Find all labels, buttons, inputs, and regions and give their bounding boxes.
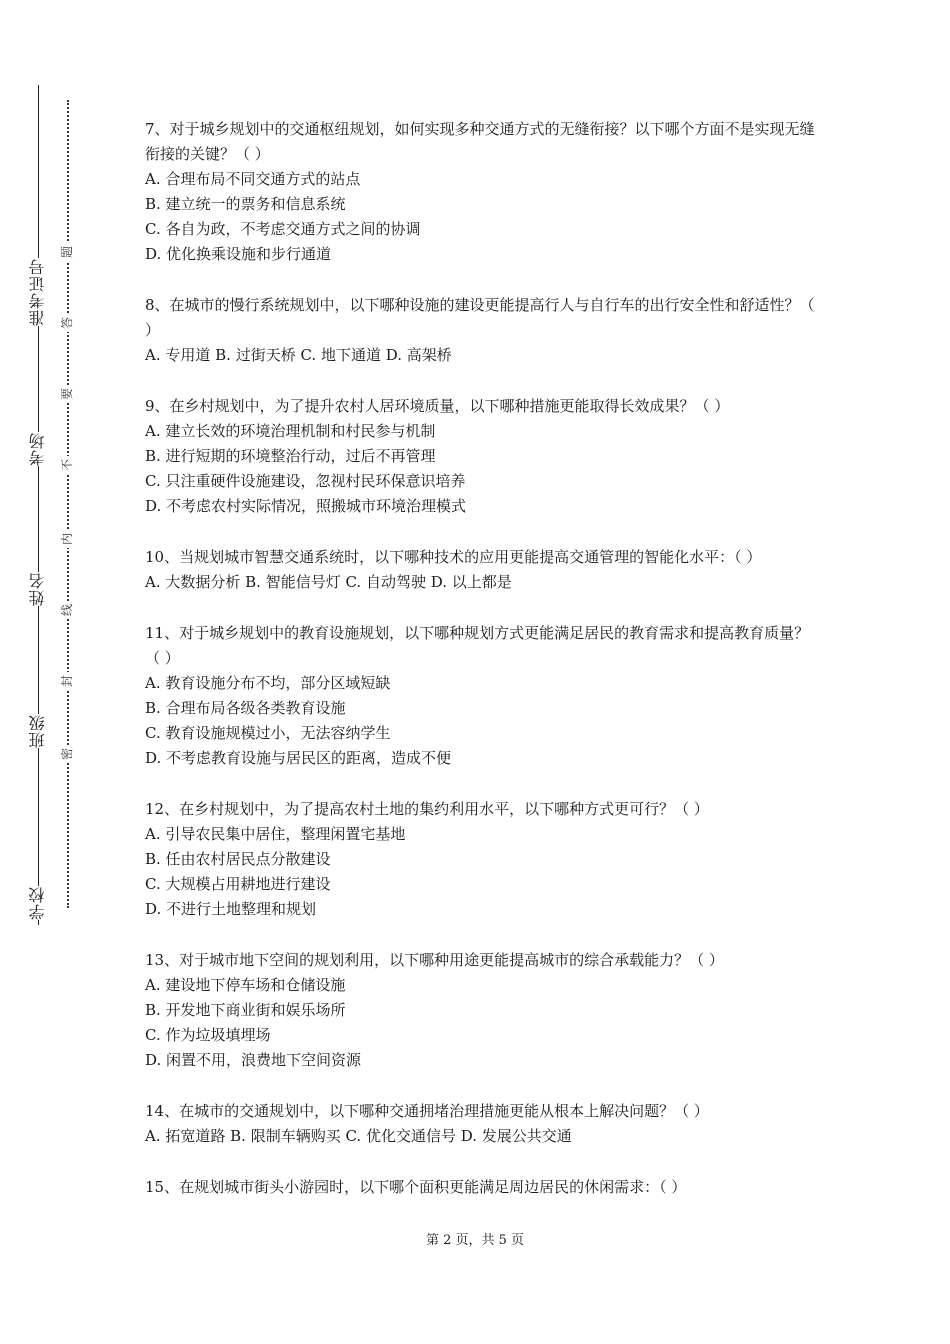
question-13 (145, 948, 817, 1073)
seal-dotted-line (67, 100, 69, 908)
question-10 (145, 545, 817, 595)
question-8 (145, 293, 817, 368)
question-text: 8、在城市的慢行系统规划中，以下哪种设施的建设更能提高行人与自行车的出行安全性和舒适性？（ ） (145, 296, 815, 339)
option-b: B. 进行短期的环境整治行动，过后不再管理 (145, 447, 436, 465)
option-a: A. 教育设施分布不均，部分区域短缺 (145, 674, 391, 692)
question-9 (145, 394, 817, 519)
option-a: A. 合理布局不同交通方式的站点 (145, 170, 361, 188)
option-c: C. 教育设施规模过小，无法容纳学生 (145, 724, 391, 742)
field-exam-number: 准考证号 (24, 258, 52, 326)
question-14 (145, 1099, 817, 1149)
page-number: 第 2 页，共 5 页 (425, 1233, 525, 1248)
option-d: D. 优化换乘设施和步行通道 (145, 245, 332, 263)
question-text: 11、对于城乡规划中的教育设施规划，以下哪种规划方式更能满足居民的教育需求和提高教育质量？（ ） (145, 624, 810, 667)
options-inline: A. 专用道 B. 过街天桥 C. 地下通道 D. 高架桥 (145, 346, 452, 364)
option-a: A. 建设地下停车场和仓储设施 (145, 976, 346, 994)
option-d: D. 不考虑教育设施与居民区的距离，造成不便 (145, 749, 452, 767)
question-text: 13、对于城市地下空间的规划利用，以下哪种用途更能提高城市的综合承载能力？（ ） (145, 951, 724, 969)
question-11 (145, 621, 817, 771)
option-d: D. 不进行土地整理和规划 (145, 900, 317, 918)
option-a: A. 建立长效的环境治理机制和村民参与机制 (145, 422, 436, 440)
option-b: B. 合理布局各级各类教育设施 (145, 699, 346, 717)
option-b: B. 任由农村居民点分散建设 (145, 850, 331, 868)
question-text: 7、对于城乡规划中的交通枢纽规划，如何实现多种交通方式的无缝衔接？以下哪个方面不是实现无缝衔接的关键？（ ） (145, 120, 815, 163)
options-inline: A. 大数据分析 B. 智能信号灯 C. 自动驾驶 D. 以上都是 (145, 573, 512, 591)
question-7 (145, 117, 817, 267)
option-b: B. 建立统一的票务和信息系统 (145, 195, 346, 213)
seal-char: 封 (58, 672, 76, 690)
option-a: A. 引导农民集中居住，整理闲置宅基地 (145, 825, 406, 843)
option-c: C. 作为垃圾填埋场 (145, 1026, 271, 1044)
option-d: D. 闲置不用，浪费地下空间资源 (145, 1051, 362, 1069)
option-b: B. 开发地下商业街和娱乐场所 (145, 1001, 346, 1019)
binding-solid-line (38, 85, 39, 925)
question-list (145, 117, 817, 1226)
question-text: 15、在规划城市街头小游园时，以下哪个面积更能满足周边居民的休闲需求：（ ） (145, 1178, 687, 1196)
seal-char: 密 (58, 745, 76, 763)
question-text: 9、在乡村规划中，为了提升农村人居环境质量，以下哪种措施更能取得长效成果？（ ） (145, 397, 730, 415)
question-15 (145, 1175, 817, 1200)
seal-char: 不 (58, 456, 76, 474)
seal-char: 要 (58, 385, 76, 403)
binding-margin (0, 0, 110, 1344)
option-c: C. 只注重硬件设施建设，忽视村民环保意识培养 (145, 472, 466, 490)
field-class: 班级 (24, 714, 52, 748)
seal-char: 线 (58, 601, 76, 619)
field-exam-room: 考场 (24, 432, 52, 466)
option-d: D. 不考虑农村实际情况，照搬城市环境治理模式 (145, 497, 467, 515)
seal-char: 题 (58, 243, 76, 261)
field-student-name: 姓名 (24, 572, 52, 606)
seal-char: 答 (58, 314, 76, 332)
field-school: 学校 (24, 886, 52, 920)
question-text: 14、在城市的交通规划中，以下哪种交通拥堵治理措施更能从根本上解决问题？（ ） (145, 1102, 709, 1120)
option-c: C. 大规模占用耕地进行建设 (145, 875, 331, 893)
question-text: 10、当规划城市智慧交通系统时，以下哪种技术的应用更能提高交通管理的智能化水平：（ ） (145, 548, 762, 566)
question-text: 12、在乡村规划中，为了提高农村土地的集约利用水平，以下哪种方式更可行？（ ） (145, 800, 709, 818)
question-12 (145, 797, 817, 922)
option-c: C. 各自为政，不考虑交通方式之间的协调 (145, 220, 421, 238)
options-inline: A. 拓宽道路 B. 限制车辆购买 C. 优化交通信号 D. 发展公共交通 (145, 1127, 572, 1145)
seal-char: 内 (58, 530, 76, 548)
